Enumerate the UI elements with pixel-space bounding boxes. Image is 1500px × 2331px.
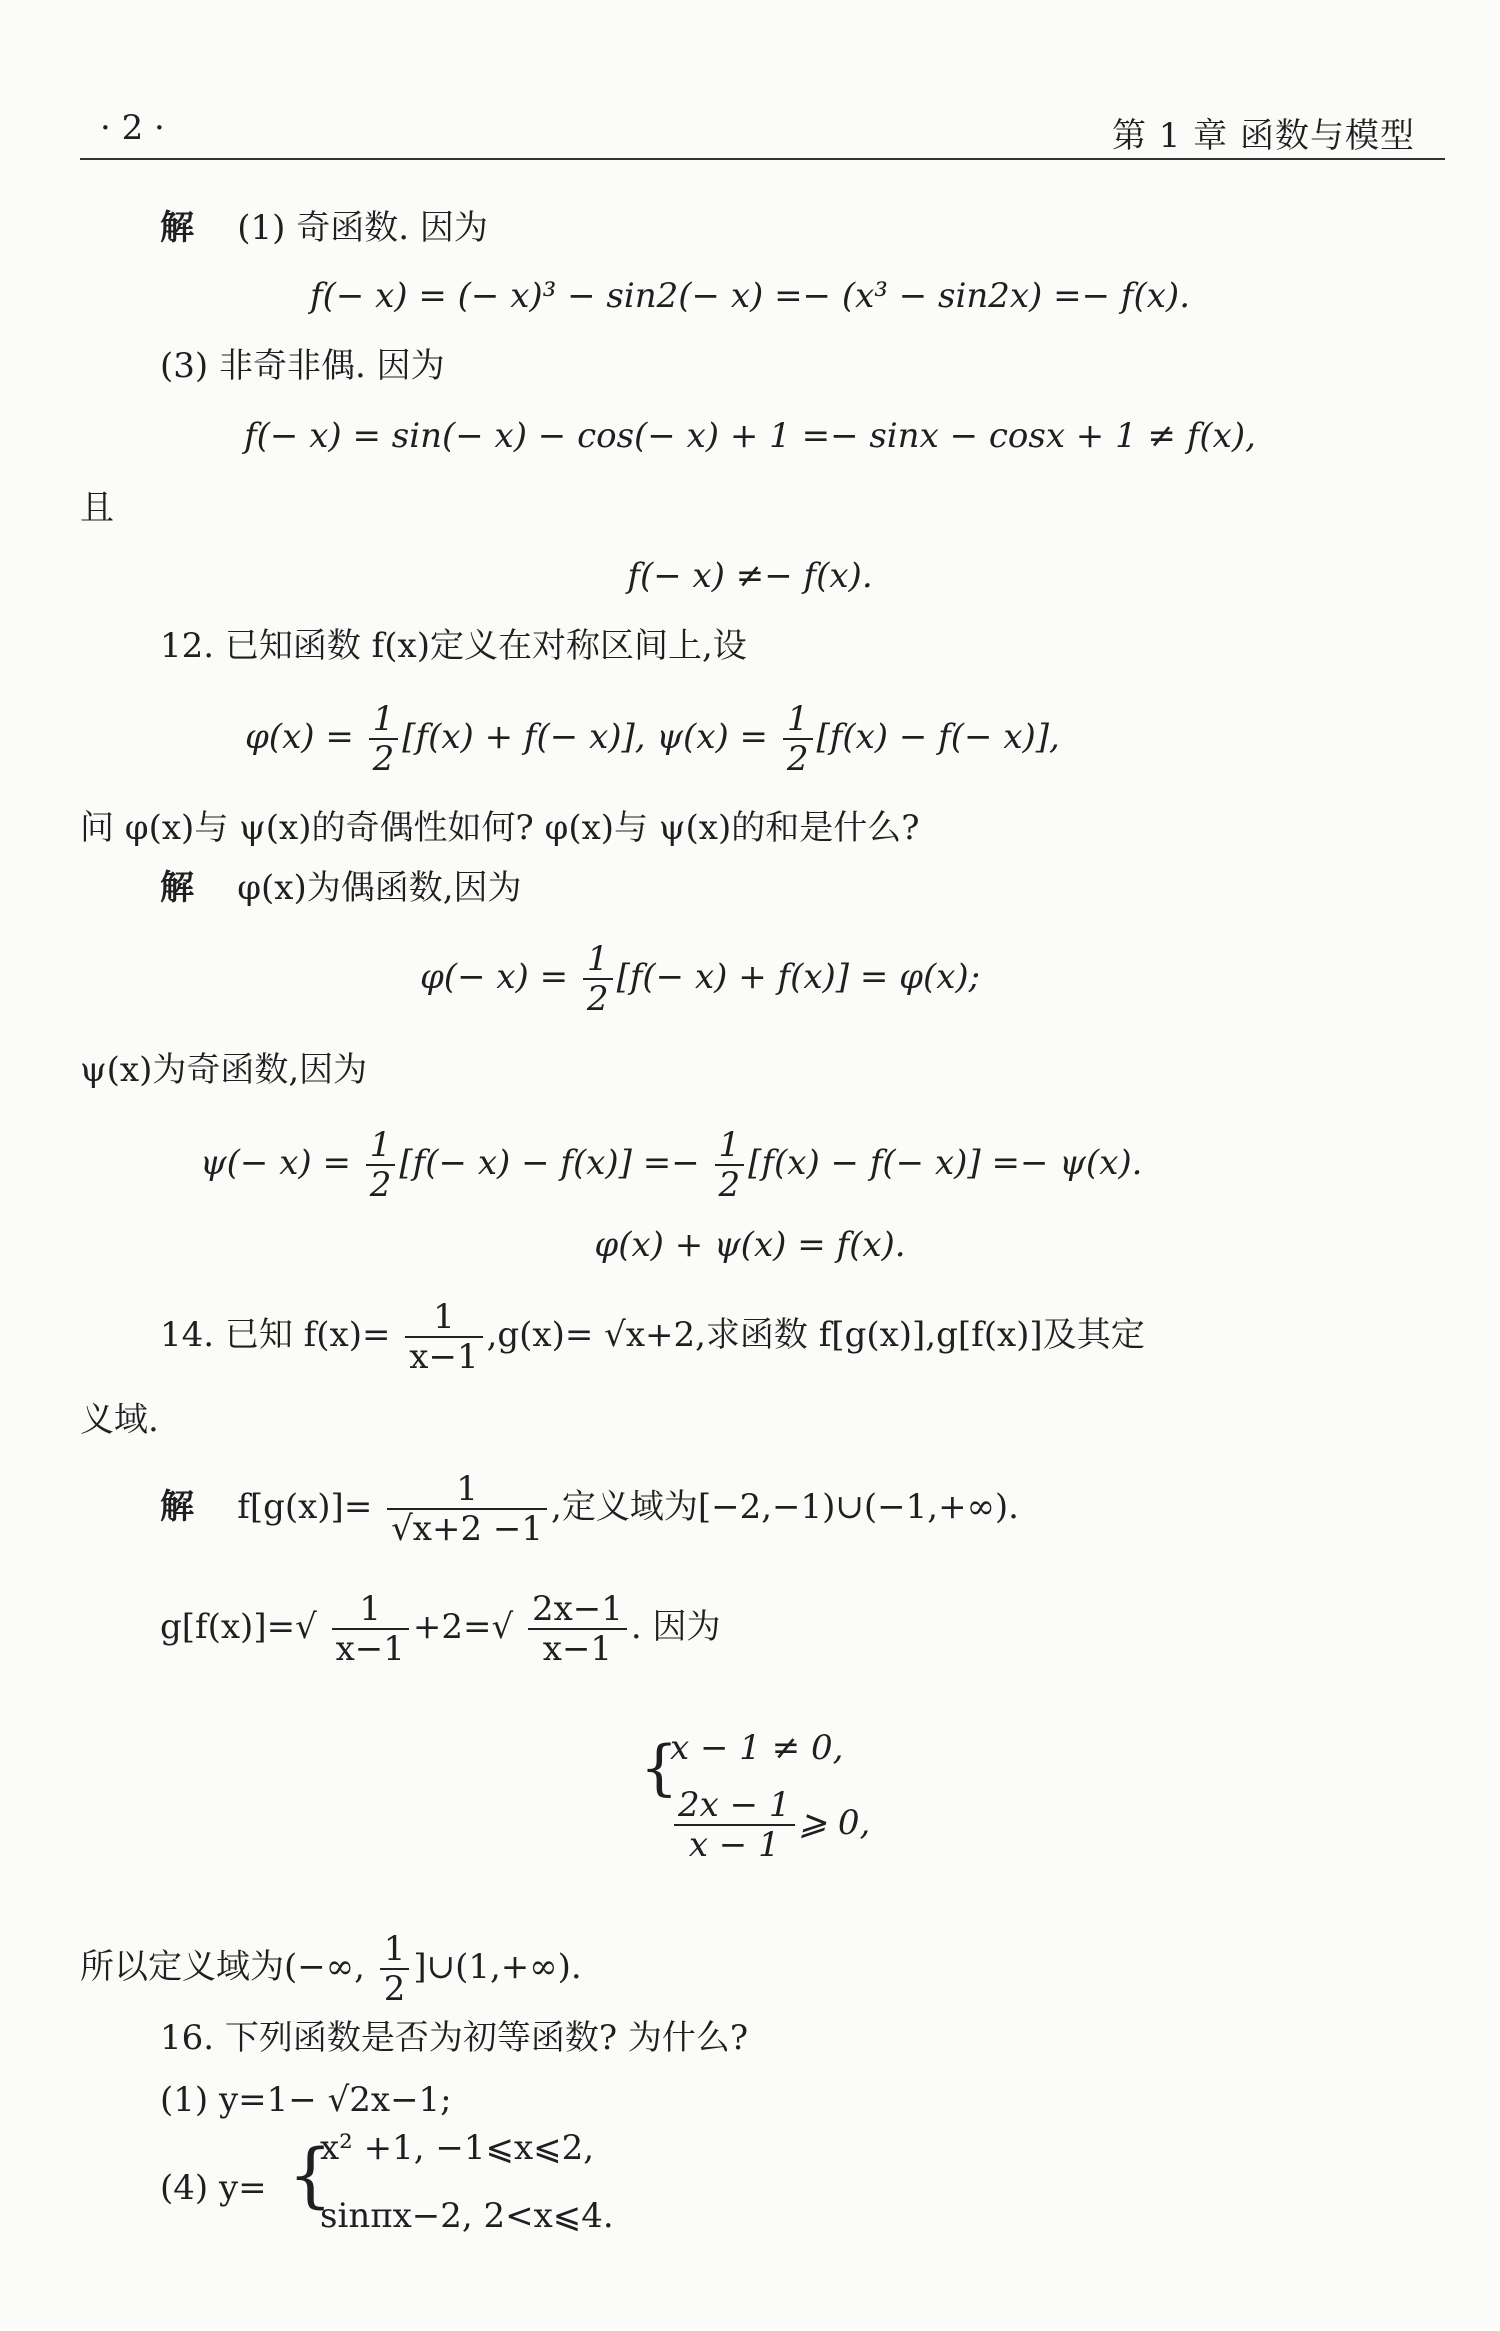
eq-part: [f(x) − f(− x)], (816, 717, 1060, 757)
fraction (332, 1590, 409, 1668)
solution-text: (1) 奇函数. 因为 (237, 208, 488, 248)
fraction (674, 1786, 795, 1864)
eq-part: [f(x) − f(− x)] =− ψ(x). (748, 1143, 1143, 1183)
page-number: · 2 · (100, 108, 165, 148)
fraction (369, 700, 399, 778)
eq-part: ,g(x)= √x+2,求函数 f[g(x)],g[f(x)]及其定 (486, 1315, 1145, 1355)
denominator: 2 (583, 978, 613, 1018)
eq-part: +2=√ (412, 1607, 514, 1647)
denominator: √x+2 −1 (387, 1508, 547, 1548)
system-condition-2 (670, 1786, 870, 1864)
equation-odd: f(− x) = (− x)³ − sin2(− x) =− (x³ − sin2x) =− f(x). (309, 276, 1190, 316)
fraction (380, 1930, 410, 2008)
numerator: 1 (383, 1929, 406, 1969)
solution-1-heading (160, 208, 488, 248)
numerator: 1 (586, 939, 609, 979)
numerator: 1 (372, 699, 395, 739)
page-header (80, 100, 1445, 160)
problem-16: 16. 下列函数是否为初等函数? 为什么? (160, 2018, 749, 2058)
eq-part: ψ(− x) = (200, 1143, 351, 1183)
eq-part: 14. 已知 f(x)= (160, 1315, 391, 1355)
problem-12-question: 问 φ(x)与 ψ(x)的奇偶性如何? φ(x)与 ψ(x)的和是什么? (80, 808, 920, 848)
eq-part: g[f(x)]=√ (160, 1607, 317, 1647)
denominator: 2 (715, 1164, 745, 1204)
eq-part: ⩾ 0, (798, 1803, 871, 1843)
solution-text: φ(x)为偶函数,因为 (237, 868, 522, 908)
system-brace: { (640, 1733, 679, 1803)
fraction (405, 1298, 482, 1376)
piecewise-case-1: x² +1, −1⩽x⩽2, (320, 2128, 595, 2168)
denominator: x−1 (405, 1336, 482, 1376)
eq-part: 所以定义域为(−∞, (80, 1947, 365, 1987)
equation-not-odd: f(− x) ≠− f(x). (627, 556, 873, 596)
fraction (715, 1126, 745, 1204)
denominator: 2 (380, 1968, 410, 2008)
part-3-heading: (3) 非奇非偶. 因为 (160, 346, 445, 386)
denominator: 2 (783, 738, 813, 778)
eq-part: [f(x) + f(− x)], ψ(x) = (402, 717, 769, 757)
denominator: x−1 (528, 1628, 627, 1668)
equation-phi-even (420, 940, 980, 1018)
fraction (387, 1470, 547, 1548)
piecewise-case-2: sinπx−2, 2<x⩽4. (320, 2196, 614, 2236)
problem-14 (160, 1298, 1145, 1376)
denominator: 2 (366, 1164, 396, 1204)
problem-16-part-1: (1) y=1− √2x−1; (160, 2080, 452, 2120)
chapter-title: 第 1 章 函数与模型 (1111, 116, 1415, 156)
solution-label: 解 (160, 868, 194, 908)
equation-sum: φ(x) + ψ(x) = f(x). (594, 1225, 906, 1265)
equation-neither: f(− x) = sin(− x) − cos(− x) + 1 =− sinx − cosx + 1 ≠ f(x), (244, 416, 1256, 456)
eq-part: φ(− x) = (420, 957, 569, 997)
numerator: 1 (433, 1297, 455, 1337)
piecewise-brace: { (288, 2134, 333, 2216)
text-and: 且 (80, 488, 114, 528)
numerator: 2x−1 (531, 1589, 623, 1629)
numerator: 1 (369, 1125, 392, 1165)
eq-part: [f(− x) − f(x)] =− (399, 1143, 700, 1183)
solution-14-line-2 (160, 1590, 721, 1668)
denominator: x−1 (332, 1628, 409, 1668)
eq-part: φ(x) = (245, 717, 354, 757)
numerator: 2x − 1 (678, 1785, 791, 1825)
solution-label: 解 (160, 1487, 194, 1527)
numerator: 1 (456, 1469, 478, 1509)
numerator: 1 (359, 1589, 382, 1629)
eq-part: [f(− x) + f(x)] = φ(x); (616, 957, 981, 997)
system-condition-1: x − 1 ≠ 0, (670, 1728, 844, 1768)
problem-14-cont: 义域. (80, 1400, 159, 1440)
solution-12-heading (160, 868, 522, 908)
denominator: 2 (369, 738, 399, 778)
numerator: 1 (786, 699, 809, 739)
fraction (366, 1126, 396, 1204)
domain-result (80, 1930, 582, 2008)
eq-part: . 因为 (630, 1607, 721, 1647)
fraction (583, 940, 613, 1018)
solution-label: 解 (160, 208, 194, 248)
fraction (528, 1590, 627, 1668)
solution-14-line-1 (160, 1470, 1019, 1548)
equation-phi-psi-def (245, 700, 1060, 778)
numerator: 1 (718, 1125, 741, 1165)
problem-16-part-4-label: (4) y= (160, 2168, 267, 2208)
problem-12: 12. 已知函数 f(x)定义在对称区间上,设 (160, 626, 747, 666)
eq-part: ,定义域为[−2,−1)∪(−1,+∞). (551, 1487, 1019, 1527)
psi-odd-text: ψ(x)为奇函数,因为 (80, 1050, 368, 1090)
denominator: x − 1 (674, 1824, 795, 1864)
equation-psi-odd (200, 1126, 1142, 1204)
fraction (783, 700, 813, 778)
eq-part: ]∪(1,+∞). (413, 1947, 582, 1987)
eq-part: f[g(x)]= (237, 1487, 373, 1527)
